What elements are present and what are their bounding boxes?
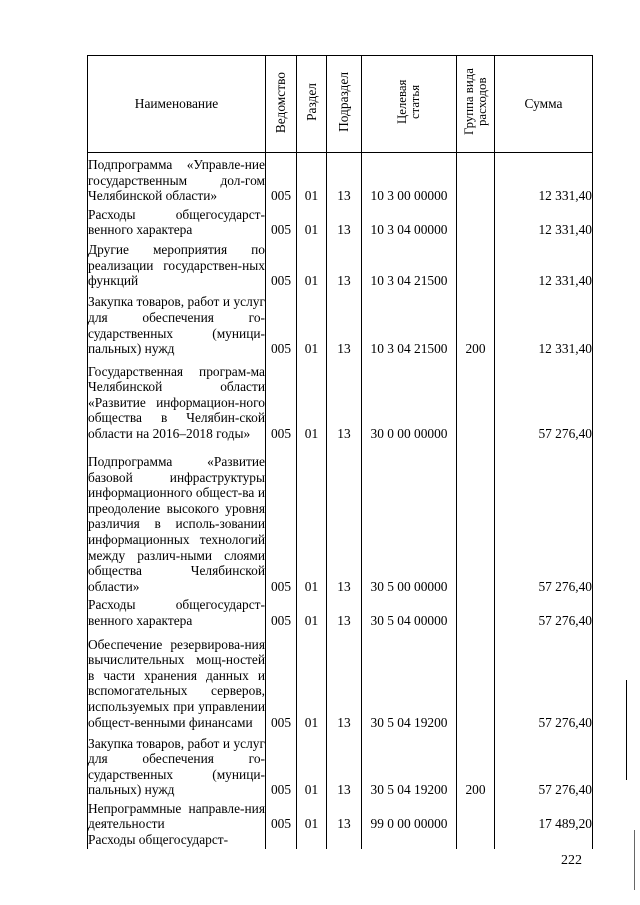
row-amount: 12 331,40 [495,204,593,238]
row-name: Обеспечение резервирова-ния вычислительных мощ-ностей в части хранения данных и вспомогательных серверов, используемых при управлении общест-венными финансами [88,628,266,730]
row-department: 005 [266,798,297,832]
row-amount: 12 331,40 [495,289,593,357]
row-section: 01 [297,204,327,238]
row-target-article: 10 3 00 00000 [362,153,457,204]
row-target-article: 30 5 00 00000 [362,442,457,595]
row-department [266,832,297,849]
row-section: 01 [297,730,327,798]
header-name: Наименование [88,56,266,153]
scan-edge-line [634,830,635,890]
row-department: 005 [266,153,297,204]
row-section: 01 [297,289,327,357]
row-amount: 57 276,40 [495,442,593,595]
row-name: Подпрограмма «Развитие базовой инфраструктуры информационного общест-ва и преодоление высокого уровня различия в исполь-зовании информационных технологий между различ-ными слоями общества Челябинской области» [88,442,266,595]
row-subsection: 13 [327,289,362,357]
row-expense-group: 200 [457,289,495,357]
page-number: 222 [561,853,582,868]
row-subsection: 13 [327,238,362,289]
row-expense-group [457,153,495,204]
row-section: 01 [297,798,327,832]
row-expense-group [457,204,495,238]
header-subsection: Подраздел [327,56,362,153]
table-row [88,204,593,238]
row-expense-group [457,594,495,628]
row-department: 005 [266,289,297,357]
row-target-article: 10 3 04 21500 [362,289,457,357]
row-department: 005 [266,238,297,289]
row-target-article: 30 0 00 00000 [362,357,457,442]
row-department: 005 [266,594,297,628]
table-row [88,832,593,849]
row-section: 01 [297,594,327,628]
table-row [88,442,593,595]
row-target-article: 30 5 04 00000 [362,594,457,628]
row-subsection: 13 [327,442,362,595]
table-row [88,357,593,442]
row-amount: 12 331,40 [495,153,593,204]
table-header-row [88,56,593,153]
row-expense-group [457,357,495,442]
row-amount: 57 276,40 [495,594,593,628]
row-name: Расходы общегосударст-венного характера [88,594,266,628]
row-section [297,832,327,849]
row-amount: 17 489,20 [495,798,593,832]
row-section: 01 [297,153,327,204]
row-section: 01 [297,238,327,289]
budget-table [87,55,593,849]
row-name: Подпрограмма «Управле-ние государственным дол-гом Челябинской области» [88,153,266,204]
row-department: 005 [266,730,297,798]
row-subsection: 13 [327,628,362,730]
table-row [88,798,593,832]
row-target-article [362,832,457,849]
row-subsection: 13 [327,153,362,204]
table-row [88,153,593,204]
row-target-article: 10 3 04 21500 [362,238,457,289]
row-target-article: 99 0 00 00000 [362,798,457,832]
row-name: Другие мероприятия по реализации государствен-ных функций [88,238,266,289]
row-department: 005 [266,442,297,595]
row-expense-group: 200 [457,730,495,798]
row-name: Закупка товаров, работ и услуг для обеспечения го-сударственных (муници-пальных) нужд [88,730,266,798]
row-section: 01 [297,628,327,730]
row-amount: 12 331,40 [495,238,593,289]
row-target-article: 30 5 04 19200 [362,628,457,730]
row-subsection [327,832,362,849]
row-target-article: 30 5 04 19200 [362,730,457,798]
table-row [88,594,593,628]
row-amount: 57 276,40 [495,730,593,798]
table-row [88,730,593,798]
row-amount: 57 276,40 [495,357,593,442]
row-subsection: 13 [327,357,362,442]
row-name: Непрограммные направле-ния деятельности [88,798,266,832]
row-expense-group [457,798,495,832]
row-amount: 57 276,40 [495,628,593,730]
header-department: Ведомство [266,56,297,153]
row-section: 01 [297,357,327,442]
row-subsection: 13 [327,730,362,798]
header-target-article: Целевая статья [362,56,457,153]
table-row [88,628,593,730]
table-row [88,238,593,289]
header-expense-group: Группа вида расходов [457,56,495,153]
row-subsection: 13 [327,204,362,238]
row-expense-group [457,832,495,849]
row-department: 005 [266,204,297,238]
header-section: Раздел [297,56,327,153]
row-name: Закупка товаров, работ и услуг для обеспечения го-сударственных (муници-пальных) нужд [88,289,266,357]
header-amount: Сумма [495,56,593,153]
table-row [88,289,593,357]
row-target-article: 10 3 04 00000 [362,204,457,238]
row-expense-group [457,238,495,289]
row-department: 005 [266,357,297,442]
row-department: 005 [266,628,297,730]
row-name: Расходы общегосударст-венного характера [88,204,266,238]
row-amount [495,832,593,849]
row-name: Государственная програм-ма Челябинской области «Развитие информацион-ного общества в Челябин-ской области на 2016–2018 годы» [88,357,266,442]
row-section: 01 [297,442,327,595]
scan-edge-line [626,680,627,780]
row-subsection: 13 [327,798,362,832]
row-name: Расходы общегосударст- [88,832,266,849]
row-expense-group [457,442,495,595]
row-expense-group [457,628,495,730]
row-subsection: 13 [327,594,362,628]
